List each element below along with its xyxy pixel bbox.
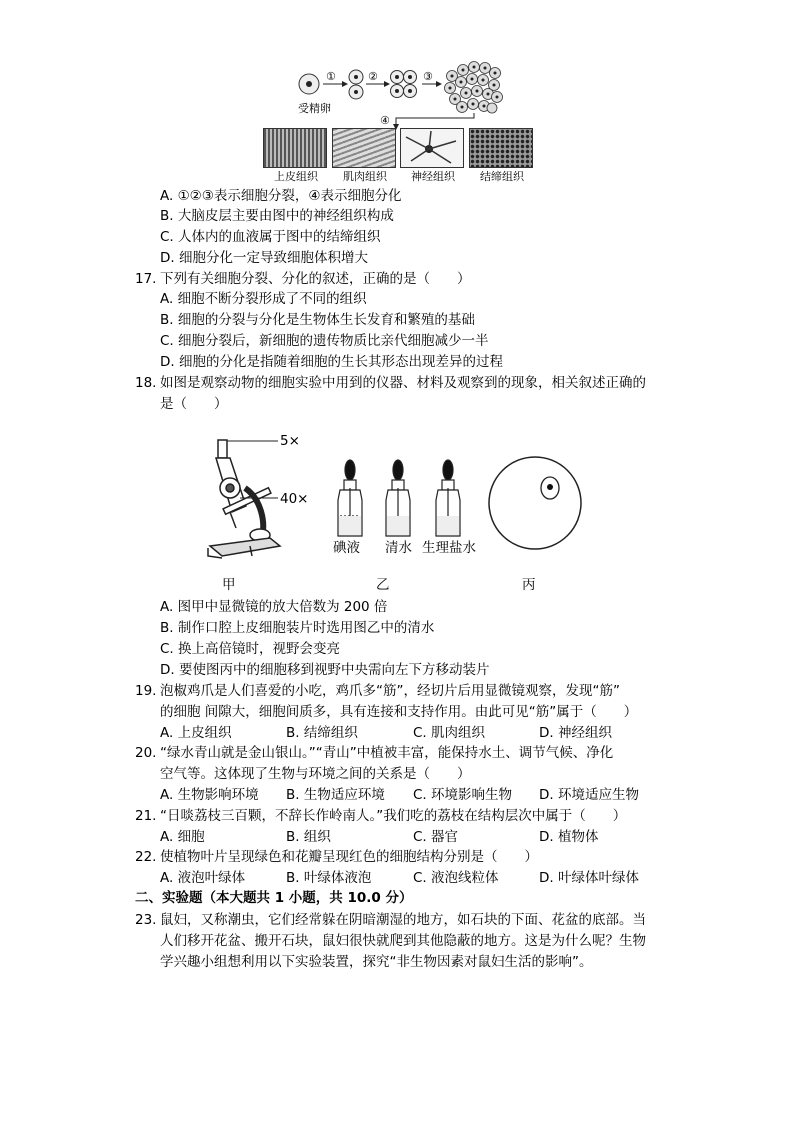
q18-option-d: D. 要使图丙中的细胞移到视野中央需向左下方移动装片 (160, 662, 490, 678)
q21-option-a: A. 细胞 (160, 829, 205, 845)
q22-option-c: C. 液泡线粒体 (413, 870, 499, 886)
q20-stem-line2: 空气等。这体现了生物与环境之间的关系是（ ） (160, 766, 471, 782)
q23-number: 23. (135, 912, 157, 928)
q19-option-b: B. 结缔组织 (286, 725, 358, 741)
q17-option-b: B. 细胞的分裂与分化是生物体生长发育和繁殖的基础 (160, 312, 475, 328)
step-4-label: ④ (380, 114, 390, 127)
q20-option-a: A. 生物影响环境 (160, 787, 259, 803)
tissue-label-nerve: 神经组织 (411, 170, 455, 183)
q18-option-c: C. 换上高倍镜时，视野会变亮 (160, 641, 341, 657)
section-heading-experiment: 二、实验题（本大题共 1 小题，共 10.0 分） (135, 890, 413, 906)
q23-line3: 学兴趣小组想利用以下实验装置，探究“非生物因素对鼠妇生活的影响”。 (160, 954, 593, 970)
q17-number: 17. (135, 271, 157, 287)
q23-line2: 人们移开花盆、搬开石块，鼠妇很快就爬到其他隐蔽的地方。这是为什么呢？生物 (160, 933, 646, 949)
q16-option-d: D. 细胞分化一定导致细胞体积增大 (160, 250, 368, 266)
tissue-label-muscle: 肌肉组织 (343, 170, 387, 183)
q20-option-c: C. 环境影响生物 (413, 787, 513, 803)
q18-option-b: B. 制作口腔上皮细胞装片时选用图乙中的清水 (160, 620, 435, 636)
muscle-tissue-image (332, 128, 396, 168)
q16-option-c: C. 人体内的血液属于图中的结缔组织 (160, 229, 381, 245)
dropper-bottles (338, 460, 460, 536)
q19-option-d: D. 神经组织 (539, 725, 612, 741)
q19-number: 19. (135, 683, 157, 699)
q19-option-a: A. 上皮组织 (160, 725, 232, 741)
step-1-label: ① (326, 70, 336, 83)
q21-option-b: B. 组织 (286, 829, 331, 845)
q22-option-d: D. 叶绿体叶绿体 (539, 870, 639, 886)
q18-figure (200, 428, 590, 598)
q17-stem: 下列有关细胞分裂、分化的叙述，正确的是（ ） (160, 271, 471, 287)
q16-figure (260, 60, 540, 185)
nerve-tissue-image (400, 128, 464, 168)
q17-option-a: A. 细胞不断分裂形成了不同的组织 (160, 291, 367, 307)
q22-number: 22. (135, 849, 157, 865)
tissue-label-connective: 结缔组织 (480, 170, 524, 183)
bottle-label-water: 清水 (385, 540, 412, 556)
eyepiece-magnification-label: 5× (280, 433, 300, 449)
q17-option-c: C. 细胞分裂后，新细胞的遗传物质比亲代细胞减少一半 (160, 333, 489, 349)
field-of-view-circle (489, 457, 581, 549)
fertilized-egg-label: 受精卵 (298, 102, 331, 115)
q18-option-a: A. 图甲中显微镜的放大倍数为 200 倍 (160, 599, 388, 615)
q22-stem: 使植物叶片呈现绿色和花瓣呈现红色的细胞结构分别是（ ） (160, 849, 538, 865)
q22-option-b: B. 叶绿体液泡 (286, 870, 372, 886)
q17-option-d: D. 细胞的分化是指随着细胞的生长其形态出现差异的过程 (160, 354, 503, 370)
connective-tissue-image (469, 128, 533, 168)
q21-number: 21. (135, 808, 157, 824)
microscope-experiment-diagram (200, 428, 590, 598)
step-3-label: ③ (423, 70, 433, 83)
q18-stem-line2: 是（ ） (160, 396, 228, 412)
q16-option-b: B. 大脑皮层主要由图中的神经组织构成 (160, 208, 394, 224)
microscope-drawing (208, 440, 280, 558)
q20-stem-line1: “绿水青山就是金山银山。”“青山”中植被丰富，能保持水土、调节气候、净化 (160, 745, 614, 761)
q16-option-a: A. ①②③表示细胞分裂，④表示细胞分化 (160, 188, 402, 204)
q18-stem-line1: 如图是观察动物的细胞实验中用到的仪器、材料及观察到的现象，相关叙述正确的 (160, 375, 646, 391)
bottle-label-iodine: 碘液 (333, 540, 360, 556)
panel-label-jia: 甲 (222, 577, 236, 593)
q22-option-a: A. 液泡叶绿体 (160, 870, 246, 886)
q20-option-b: B. 生物适应环境 (286, 787, 385, 803)
tissue-label-epithelial: 上皮组织 (274, 170, 318, 183)
q21-option-d: D. 植物体 (539, 829, 599, 845)
panel-label-yi: 乙 (376, 577, 390, 593)
q21-stem: “日啖荔枝三百颗，不辞长作岭南人。”我们吃的荔枝在结构层次中属于（ ） (160, 808, 627, 824)
q23-line1: 鼠妇，又称潮虫，它们经常躲在阴暗潮湿的地方，如石块的下面、花盆的底部。当 (160, 912, 646, 928)
epithelial-tissue-image (263, 128, 327, 168)
q18-number: 18. (135, 375, 157, 391)
q19-stem-line1: 泡椒鸡爪是人们喜爱的小吃，鸡爪多“筋”，经切片后用显微镜观察，发现“筋” (160, 683, 620, 699)
q20-option-d: D. 环境适应生物 (539, 787, 639, 803)
q20-number: 20. (135, 745, 157, 761)
panel-label-bing: 丙 (522, 577, 536, 593)
q19-option-c: C. 肌肉组织 (413, 725, 486, 741)
q21-option-c: C. 器官 (413, 829, 459, 845)
q19-stem-line2: 的细胞 间隙大，细胞间质多，具有连接和支持作用。由此可见“筋”属于（ ） (160, 704, 638, 720)
bottle-label-saline: 生理盐水 (422, 540, 476, 556)
step-2-label: ② (368, 70, 378, 83)
objective-magnification-label: 40× (280, 491, 309, 507)
